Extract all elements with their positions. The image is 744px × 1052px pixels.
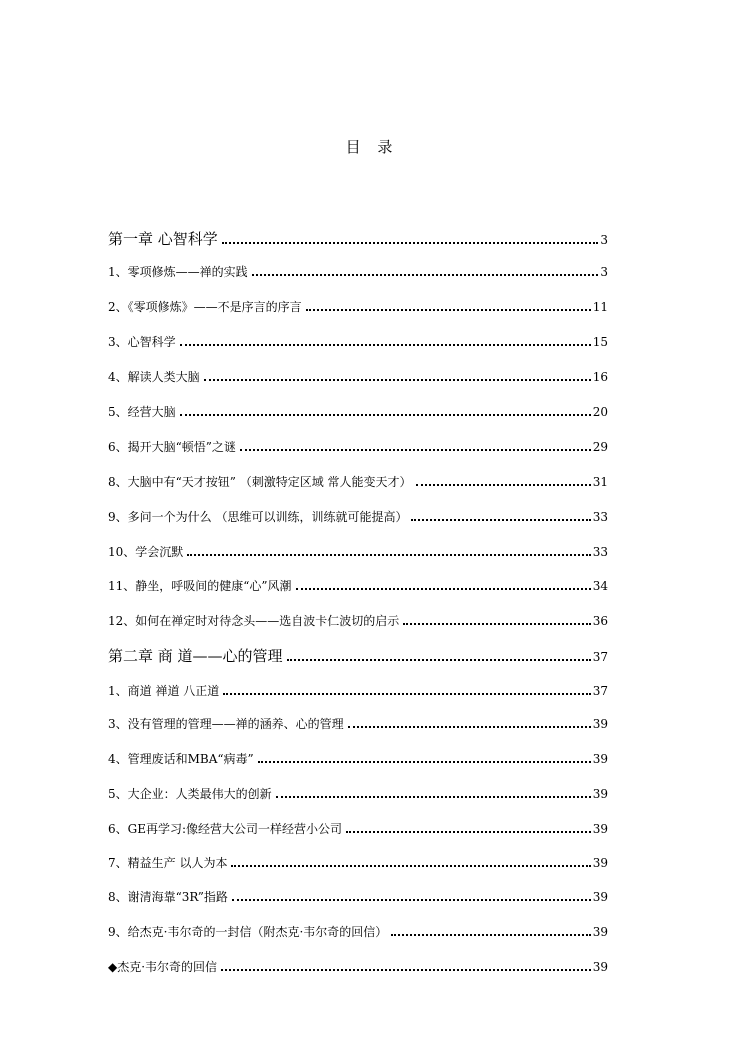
toc-entry-page: 16 [592, 370, 608, 384]
toc-entry-label: 第一章 心智科学 [108, 230, 218, 248]
toc-entry-label: 7、精益生产 以人为本 [108, 856, 228, 870]
toc-entry-label: 第二章 商 道——心的管理 [108, 647, 283, 665]
toc-entry-page: 37 [592, 650, 608, 664]
toc-entry[interactable] [108, 785, 608, 802]
toc-entry-label: 5、经营大脑 [108, 405, 176, 419]
leader-dots [180, 414, 591, 416]
leader-dots [287, 659, 591, 661]
toc-entry-label: 11、静坐，呼吸间的健康“心”风潮 [108, 579, 292, 593]
toc-entry[interactable] [108, 298, 608, 315]
toc-entry-label: 6、GE再学习:像经营大公司一样经营小公司 [108, 822, 343, 836]
leader-dots [258, 761, 591, 763]
toc-entry-page: 29 [592, 440, 608, 454]
toc-entry[interactable] [108, 958, 608, 975]
leader-dots [306, 309, 591, 311]
leader-dots [231, 865, 590, 867]
toc-entry-label: 10、学会沉默 [108, 545, 184, 559]
leader-dots [348, 726, 591, 728]
toc-entry-page: 15 [592, 335, 608, 349]
leader-dots [232, 899, 591, 901]
toc-entry[interactable] [108, 368, 608, 385]
toc-entry-label: ◆杰克·韦尔奇的回信 [108, 960, 218, 974]
toc-entry-label: 9、给杰克·韦尔奇的一封信（附杰克·韦尔奇的回信） [108, 925, 388, 939]
toc-entry-page: 39 [592, 752, 608, 766]
leader-dots [180, 344, 591, 346]
toc-entry-label: 4、解读人类大脑 [108, 370, 200, 384]
toc-entry[interactable] [108, 263, 608, 280]
toc-entry[interactable] [108, 333, 608, 350]
toc-entry-page: 11 [592, 300, 608, 314]
toc-entry[interactable] [108, 473, 608, 490]
leader-dots [204, 379, 591, 381]
toc-entry-label: 8、谢清海靠“3R”指路 [108, 890, 228, 904]
toc-entry-page: 33 [592, 510, 608, 524]
toc-entry-label: 8、大脑中有“天才按钮” （刺激特定区域 常人能变天才） [108, 475, 412, 489]
toc-entry[interactable] [108, 750, 608, 767]
leader-dots [187, 554, 590, 556]
toc-entry-page: 39 [592, 960, 608, 974]
toc-entry[interactable] [108, 682, 608, 699]
toc-entry-page: 20 [592, 405, 608, 419]
toc-entry[interactable] [108, 645, 608, 666]
toc-entry-label: 6、揭开大脑“顿悟”之谜 [108, 440, 236, 454]
toc-entry-page: 34 [592, 579, 608, 593]
toc-entry[interactable] [108, 508, 608, 525]
toc-entry[interactable] [108, 228, 608, 249]
leader-dots [221, 969, 591, 971]
toc-entry-page: 3 [600, 265, 608, 279]
toc-entry[interactable] [108, 543, 608, 560]
toc-entry-page: 3 [600, 233, 608, 247]
leader-dots [403, 623, 590, 625]
toc-entry[interactable] [108, 923, 608, 940]
leader-dots [416, 484, 591, 486]
toc-entry-label: 3、没有管理的管理——禅的涵养、心的管理 [108, 717, 344, 731]
toc-entry-label: 1、商道 禅道 八正道 [108, 684, 220, 698]
toc-entry-page: 39 [592, 856, 608, 870]
toc-entry[interactable] [108, 612, 608, 629]
toc-entry-page: 39 [592, 890, 608, 904]
toc-entry-label: 12、如何在禅定时对待念头——选自波卡仁波切的启示 [108, 614, 400, 628]
toc-entry[interactable] [108, 403, 608, 420]
toc-entry-page: 37 [592, 684, 608, 698]
toc-entry-page: 39 [592, 787, 608, 801]
toc-entry-label: 3、心智科学 [108, 335, 176, 349]
toc-entry-label: 1、零项修炼——禅的实践 [108, 265, 248, 279]
leader-dots [296, 588, 591, 590]
leader-dots [240, 449, 591, 451]
leader-dots [252, 274, 599, 276]
toc-entry-label: 2、《零项修炼》——不是序言的序言 [108, 300, 302, 314]
toc-entry[interactable] [108, 888, 608, 905]
toc-entry[interactable] [108, 577, 608, 594]
leader-dots [222, 242, 599, 244]
toc-entry-page: 39 [592, 822, 608, 836]
toc-entry-page: 39 [592, 925, 608, 939]
toc-entry-label: 5、大企业：人类最伟大的创新 [108, 787, 272, 801]
toc-entry-label: 4、管理废话和MBA“病毒” [108, 752, 254, 766]
toc-entry[interactable] [108, 820, 608, 837]
toc-entry-label: 9、多问一个为什么 （思维可以训练，训练就可能提高） [108, 510, 408, 524]
toc-entry[interactable] [108, 438, 608, 455]
page-title: 目 录 [345, 138, 399, 156]
toc-entry-page: 39 [592, 717, 608, 731]
toc-entry-page: 36 [592, 614, 608, 628]
toc-entry-page: 31 [592, 475, 608, 489]
leader-dots [411, 519, 590, 521]
toc-entry[interactable] [108, 715, 608, 732]
toc-entry-page: 33 [592, 545, 608, 559]
leader-dots [276, 796, 591, 798]
leader-dots [223, 693, 590, 695]
toc-entry[interactable] [108, 854, 608, 871]
leader-dots [391, 934, 590, 936]
leader-dots [346, 831, 591, 833]
